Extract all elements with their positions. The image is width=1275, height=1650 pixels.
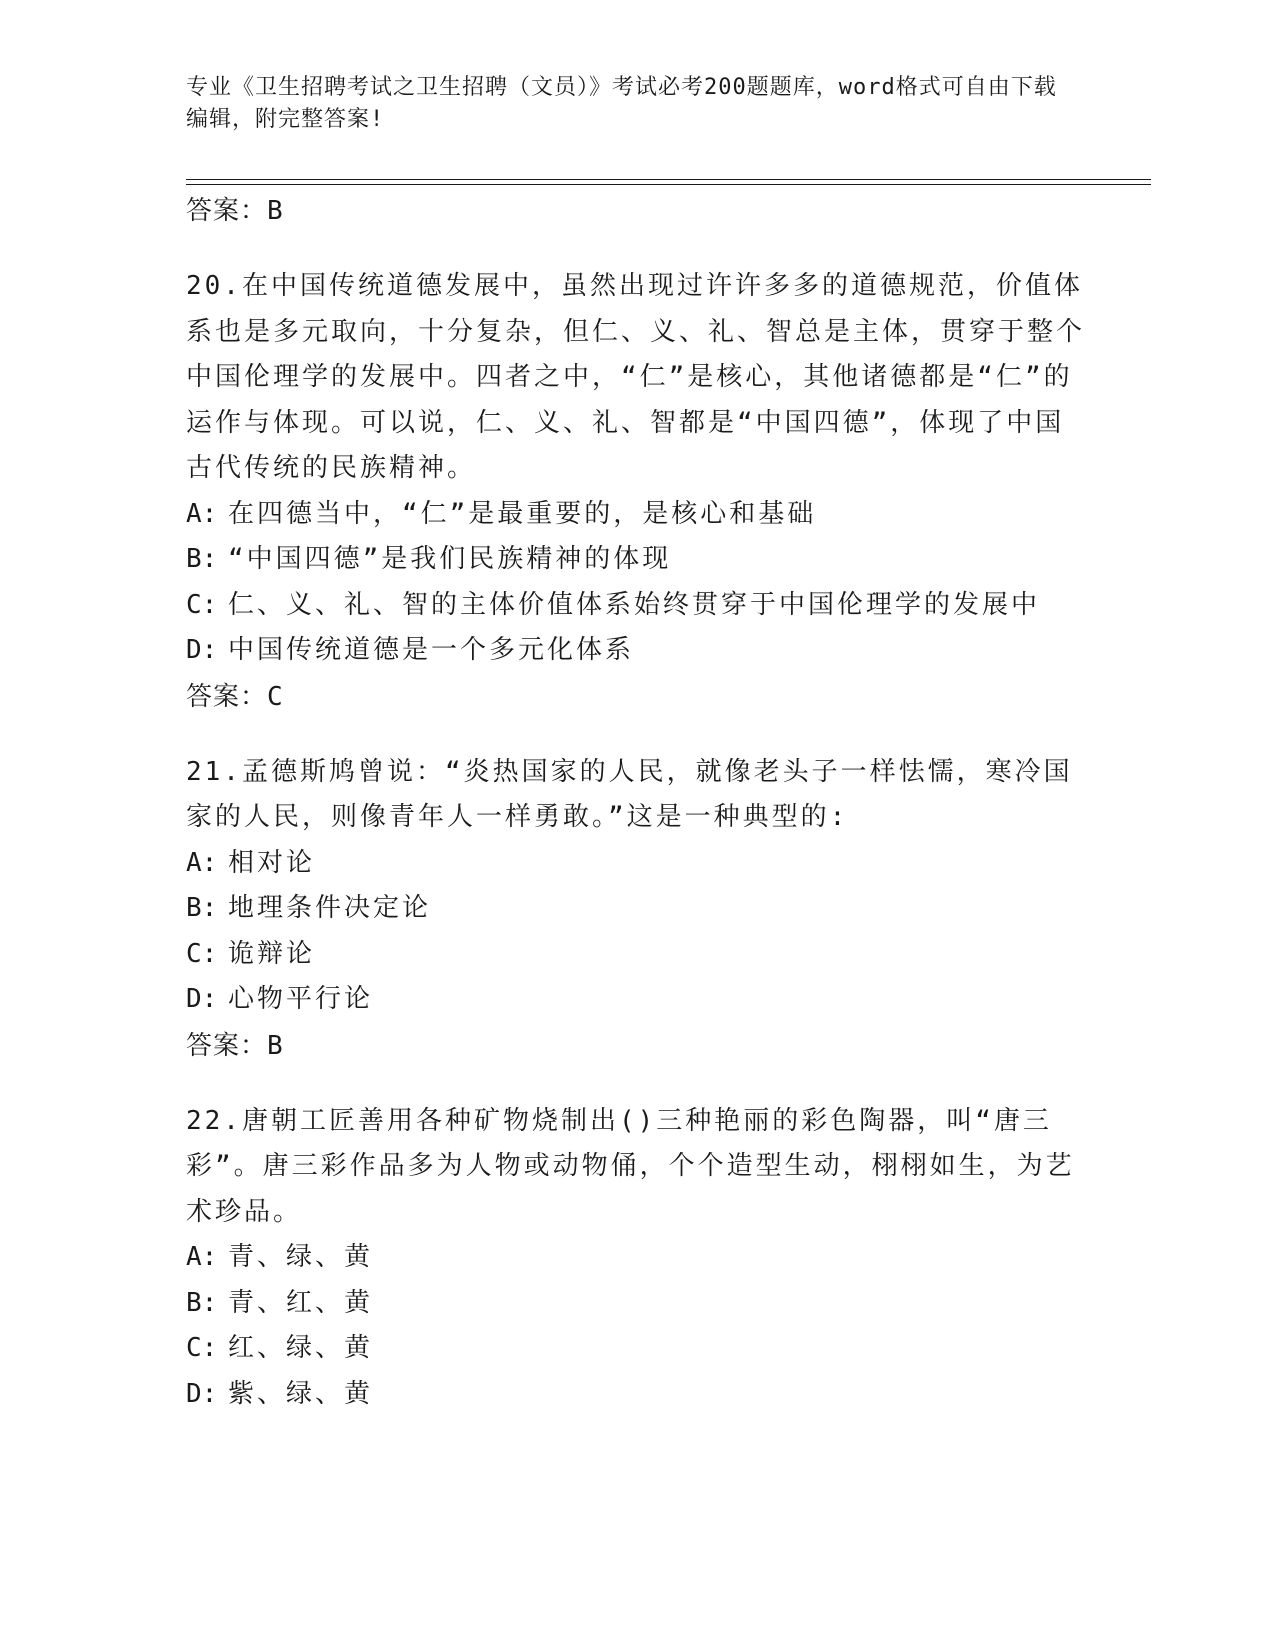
option-a xyxy=(186,1235,1086,1281)
option-letter: B: xyxy=(186,1287,218,1318)
option-text: 诡辩论 xyxy=(228,938,316,969)
document-header: 专业《卫生招聘考试之卫生招聘（文员）》考试必考200题题库，word格式可自由下载编辑，附完整答案! xyxy=(186,75,1057,132)
answer-line: 答案：C xyxy=(186,681,284,712)
option-b xyxy=(186,537,1086,583)
option-letter: C: xyxy=(186,1333,218,1363)
question-text: 22.唐朝工匠善用各种矿物烧制出()三种艳丽的彩色陶器，叫“唐三彩”。唐三彩作品多为人物或动物俑，个个造型生动，栩栩如生，为艺术珍品。 xyxy=(186,1105,1075,1227)
option-letter: B: xyxy=(186,544,218,574)
option-letter: B: xyxy=(186,893,218,923)
option-letter: C: xyxy=(186,589,218,620)
option-text: “中国四德”是我们民族精神的体现 xyxy=(228,544,672,574)
option-a xyxy=(186,492,1086,538)
option-b xyxy=(186,886,1086,932)
question-block xyxy=(186,1099,1086,1418)
option-text: 中国传统道德是一个多元化体系 xyxy=(228,635,635,665)
question-text: 20.在中国传统道德发展中，虽然出现过许许多多的道德规范，价值体系也是多元取向，十分复杂，但仁、义、礼、智总是主体，贯穿于整个中国伦理学的发展中。四者之中，“仁”是核心，其他诸德都是“仁”的运作与体现。可以说，仁、义、礼、智都是“中国四德”，体现了中国古代传统的民族精神。 xyxy=(186,271,1086,483)
option-letter: A: xyxy=(186,498,218,529)
question-text: 21.孟德斯鸠曾说：“炎热国家的人民，就像老头子一样怯懦，寒冷国家的人民，则像青年人一样勇敢。”这是一种典型的: xyxy=(186,756,1073,832)
option-d xyxy=(186,977,1086,1023)
option-letter: D: xyxy=(186,635,218,665)
option-a xyxy=(186,841,1086,887)
option-d xyxy=(186,1372,1086,1418)
answer-line: 答案：B xyxy=(186,196,284,226)
option-text: 地理条件决定论 xyxy=(228,893,432,923)
option-b xyxy=(186,1281,1086,1327)
option-letter: D: xyxy=(186,1378,218,1409)
option-text: 青、绿、黄 xyxy=(228,1242,374,1272)
option-text: 青、红、黄 xyxy=(228,1287,374,1318)
option-c xyxy=(186,932,1086,978)
option-letter: D: xyxy=(186,984,218,1014)
option-text: 心物平行论 xyxy=(228,984,374,1014)
option-letter: A: xyxy=(186,847,218,878)
document-body xyxy=(186,188,1086,1417)
option-text: 相对论 xyxy=(228,847,316,878)
question-block xyxy=(186,264,1086,720)
header-rule-top xyxy=(186,179,1151,180)
option-text: 仁、义、礼、智的主体价值体系始终贯穿于中国伦理学的发展中 xyxy=(228,589,1041,620)
option-c xyxy=(186,583,1086,629)
option-d xyxy=(186,628,1086,674)
option-letter: C: xyxy=(186,938,218,969)
header-rule-bottom xyxy=(186,184,1151,185)
question-block xyxy=(186,750,1086,1069)
option-c xyxy=(186,1326,1086,1372)
option-text: 红、绿、黄 xyxy=(228,1333,374,1363)
option-letter: A: xyxy=(186,1242,218,1272)
option-text: 在四德当中，“仁”是最重要的，是核心和基础 xyxy=(228,498,817,529)
answer-line: 答案：B xyxy=(186,1030,284,1061)
option-text: 紫、绿、黄 xyxy=(228,1378,374,1409)
